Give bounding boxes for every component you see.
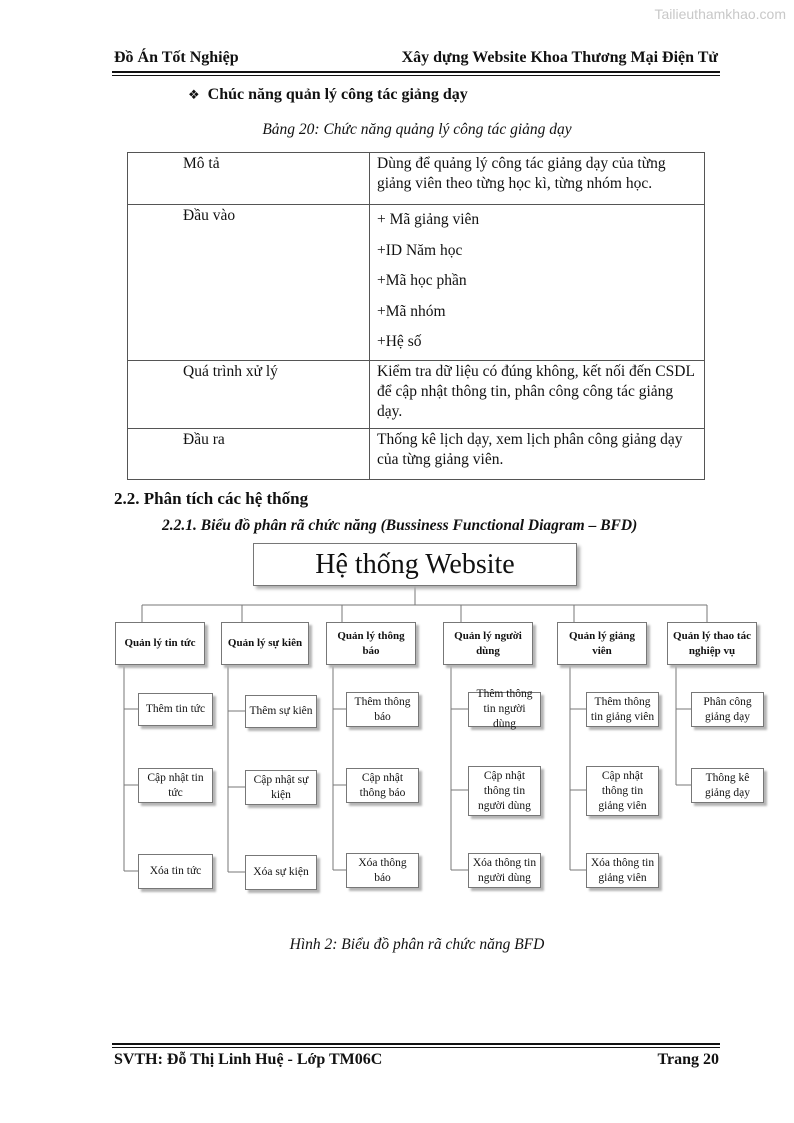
table-cell-value: Dùng để quảng lý công tác giảng dạy của từng giảng viên theo từng học kì, từng nhóm học. [370,153,705,205]
table-cell-label: Đầu vào [128,205,370,361]
table-cell-value: Thống kê lịch dạy, xem lịch phân công giảng dạy của từng giảng viên. [370,428,705,479]
function-table [127,152,705,480]
table-row [128,428,705,479]
bullet-heading-text: Chúc năng quản lý công tác giảng dạy [207,86,468,103]
footer-page-number: Trang 20 [657,1051,719,1068]
bfd-group-operations: Quản lý thao tác nghiệp vụ [667,622,757,665]
header-right-title: Xây dựng Website Khoa Thương Mại Điện Tử [401,49,718,66]
subsection-heading: 2.2.1. Biểu đồ phân rã chức năng (Bussiness Functional Diagram – BFD) [162,517,638,534]
bfd-root-node: Hệ thống Website [253,543,577,586]
diamond-bullet-icon: ❖ [188,88,200,103]
bfd-group-events: Quản lý sự kiên [221,622,309,665]
table-cell-label: Mô tả [128,153,370,205]
bfd-group-news: Quản lý tin tức [115,622,205,665]
table-caption: Bảng 20: Chức năng quảng lý công tác giảng dạy [262,121,572,138]
bfd-item-node: Cập nhật thông tin người dùng [468,766,541,816]
input-item: +ID Năm học [377,241,463,259]
bfd-item-node: Thông kê giảng dạy [691,768,764,803]
footer-rule-thick [112,1043,720,1045]
header-rule-thin [112,75,720,76]
bullet-heading [188,86,468,104]
table-cell-value [370,205,705,361]
table-row [128,360,705,428]
bfd-item-node: Cập nhật tin tức [138,768,213,803]
footer-rule-thin [112,1047,720,1048]
bfd-item-node: Thêm thông tin giảng viên [586,692,659,727]
bfd-group-lecturers: Quản lý giảng viên [557,622,647,665]
watermark: Tailieuthamkhao.com [654,6,786,22]
bfd-item-node: Xóa thông tin giảng viên [586,853,659,888]
table-cell-label: Đầu ra [128,428,370,479]
table-cell-label: Quá trình xử lý [128,360,370,428]
table-row [128,153,705,205]
bfd-item-node: Thêm thông tin người dùng [468,692,541,727]
bfd-item-node: Thêm sự kiên [245,695,317,728]
section-heading: 2.2. Phân tích các hệ thống [114,489,309,508]
input-item: +Mã nhóm [377,302,446,320]
footer-author: SVTH: Đỗ Thị Linh Huệ - Lớp TM06C [114,1051,383,1068]
bfd-item-node: Xóa thông tin người dùng [468,853,541,888]
bfd-item-node: Cập nhật thông báo [346,768,419,803]
bfd-item-node: Phân công giảng dạy [691,692,764,727]
bfd-item-node: Cập nhật sự kiện [245,770,317,805]
bfd-item-node: Thêm tin tức [138,693,213,726]
figure-caption: Hình 2: Biểu đồ phân rã chức năng BFD [289,936,545,953]
header-rule-thick [112,71,720,73]
bfd-group-announcements: Quản lý thông báo [326,622,416,665]
input-item: + Mã giảng viên [377,211,480,228]
table-cell-value: Kiểm tra dữ liệu có đúng không, kết nối đến CSDL để cập nhật thông tin, phân công công tác giảng dạy. [370,360,705,428]
bfd-item-node: Thêm thông báo [346,692,419,727]
bfd-item-node: Xóa sự kiện [245,855,317,890]
bfd-item-node: Cập nhật thông tin giảng viên [586,766,659,816]
bfd-item-node: Xóa tin tức [138,854,213,889]
input-item: +Mã học phần [377,272,467,289]
bfd-item-node: Xóa thông báo [346,853,419,888]
bfd-group-users: Quản lý người dùng [443,622,533,665]
header-left-title: Đồ Án Tốt Nghiệp [114,49,239,66]
input-item: +Hệ số [377,333,422,350]
table-row [128,205,705,361]
